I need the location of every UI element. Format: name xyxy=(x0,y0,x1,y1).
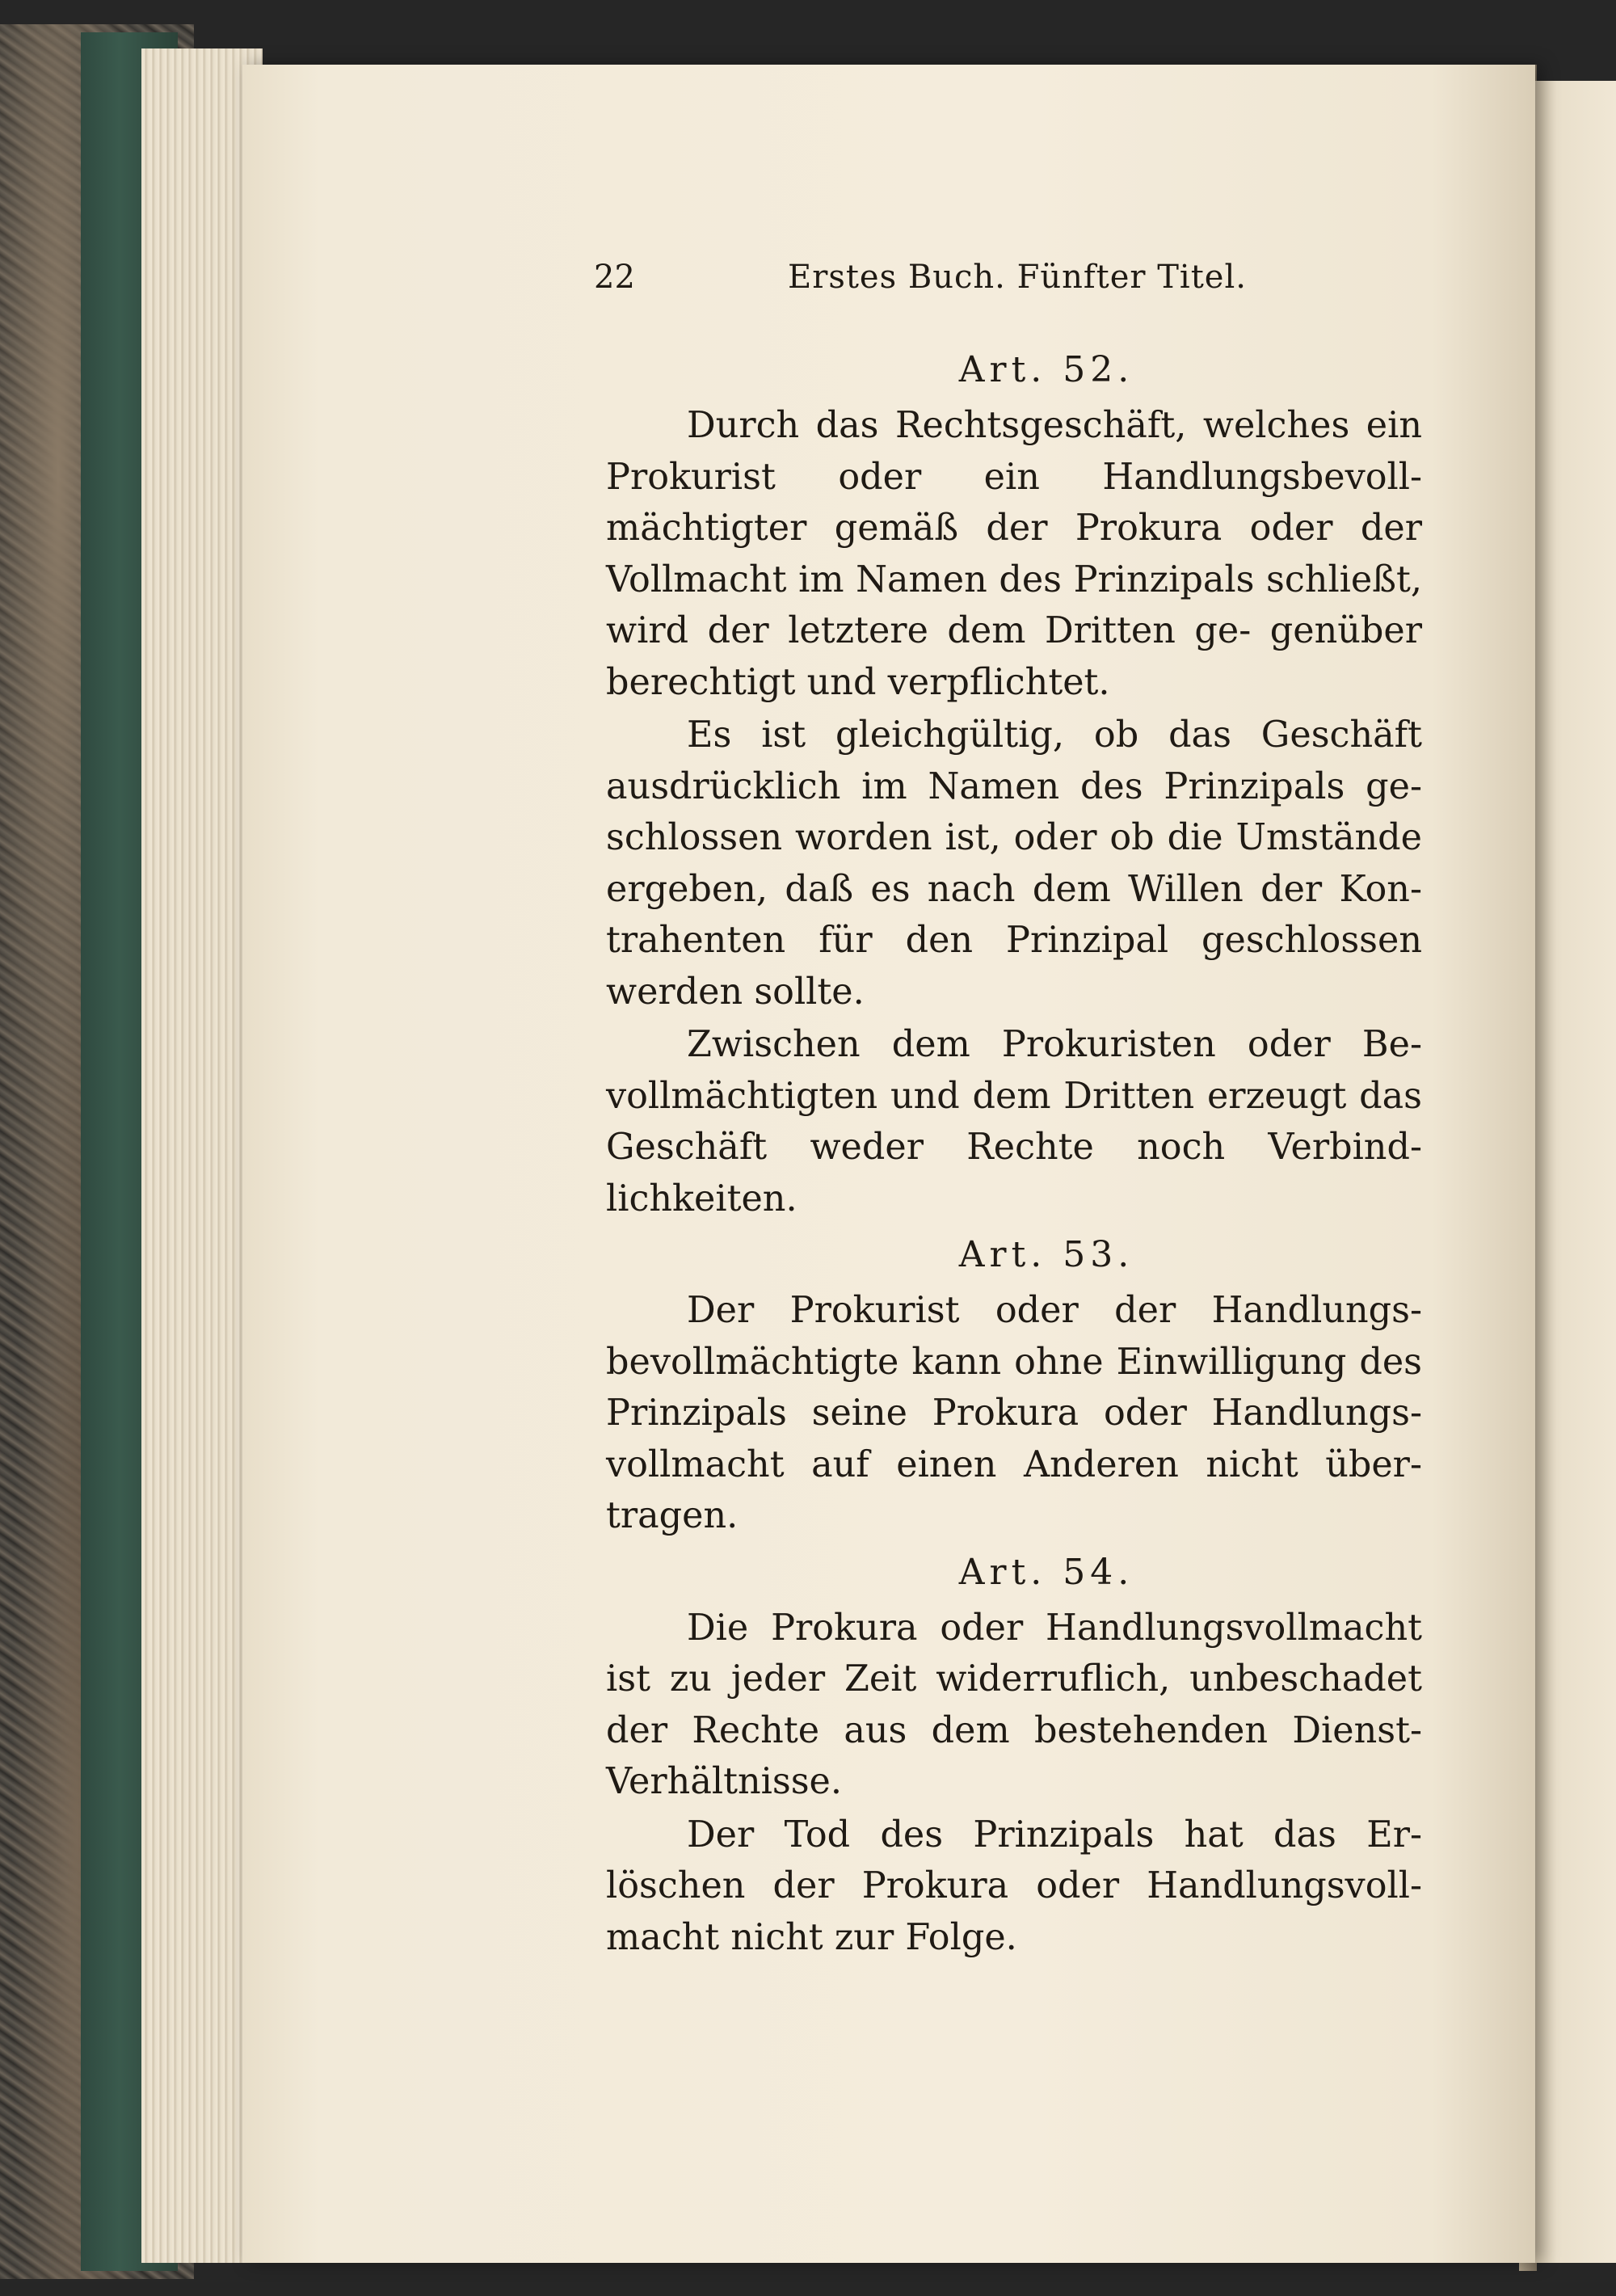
paragraph: Der Tod des Prinzipals hat das Er- löschen der Prokura oder Handlungsvoll- macht nicht zur Folge. xyxy=(606,1814,1422,1958)
facing-page xyxy=(1531,81,1616,2263)
article-52 xyxy=(606,349,1422,1224)
article-heading: Art. 52. xyxy=(958,349,1134,390)
page-text-block xyxy=(594,259,1422,1965)
article-54 xyxy=(606,1552,1422,1964)
page-number: 22 xyxy=(594,259,635,296)
paragraph: Es ist gleichgültig, ob das Geschäft ausdrücklich im Namen des Prinzipals ge- schlossen worden ist, oder ob die Umstände ergeben, daß es nach dem Willen der Kon- trahenten für den Prinzipal geschlossen werden sollte. xyxy=(606,714,1422,1013)
article-heading: Art. 54. xyxy=(958,1551,1134,1593)
paragraph: Zwischen dem Prokuristen oder Be- vollmächtigten und dem Dritten erzeugt das Geschäft weder Rechte noch Verbind- lichkeiten. xyxy=(606,1024,1422,1220)
article-heading: Art. 53. xyxy=(958,1234,1134,1275)
running-head xyxy=(594,259,1422,307)
paragraph: Der Prokurist oder der Handlungs- bevollmächtigte kann ohne Einwilligung des Prinzipals seine Prokura oder Handlungs- vollmacht auf einen Anderen nicht über- tragen. xyxy=(606,1290,1422,1536)
paragraph: Durch das Rechtsgeschäft, welches ein Prokurist oder ein Handlungsbevoll- mächtigter gemäß der Prokura oder der Vollmacht im Namen des Prinzipals schließt, wird der letztere dem Dritten ge- genüber berechtigt und verpflichtet. xyxy=(606,405,1422,703)
article-53 xyxy=(606,1234,1422,1542)
running-title: Erstes Buch. Fünfter Titel. xyxy=(788,259,1247,296)
paragraph: Die Prokura oder Handlungsvollmacht ist zu jeder Zeit widerruflich, unbeschadet der Rechte aus dem bestehenden Dienst- Verhältnisse. xyxy=(606,1607,1422,1802)
